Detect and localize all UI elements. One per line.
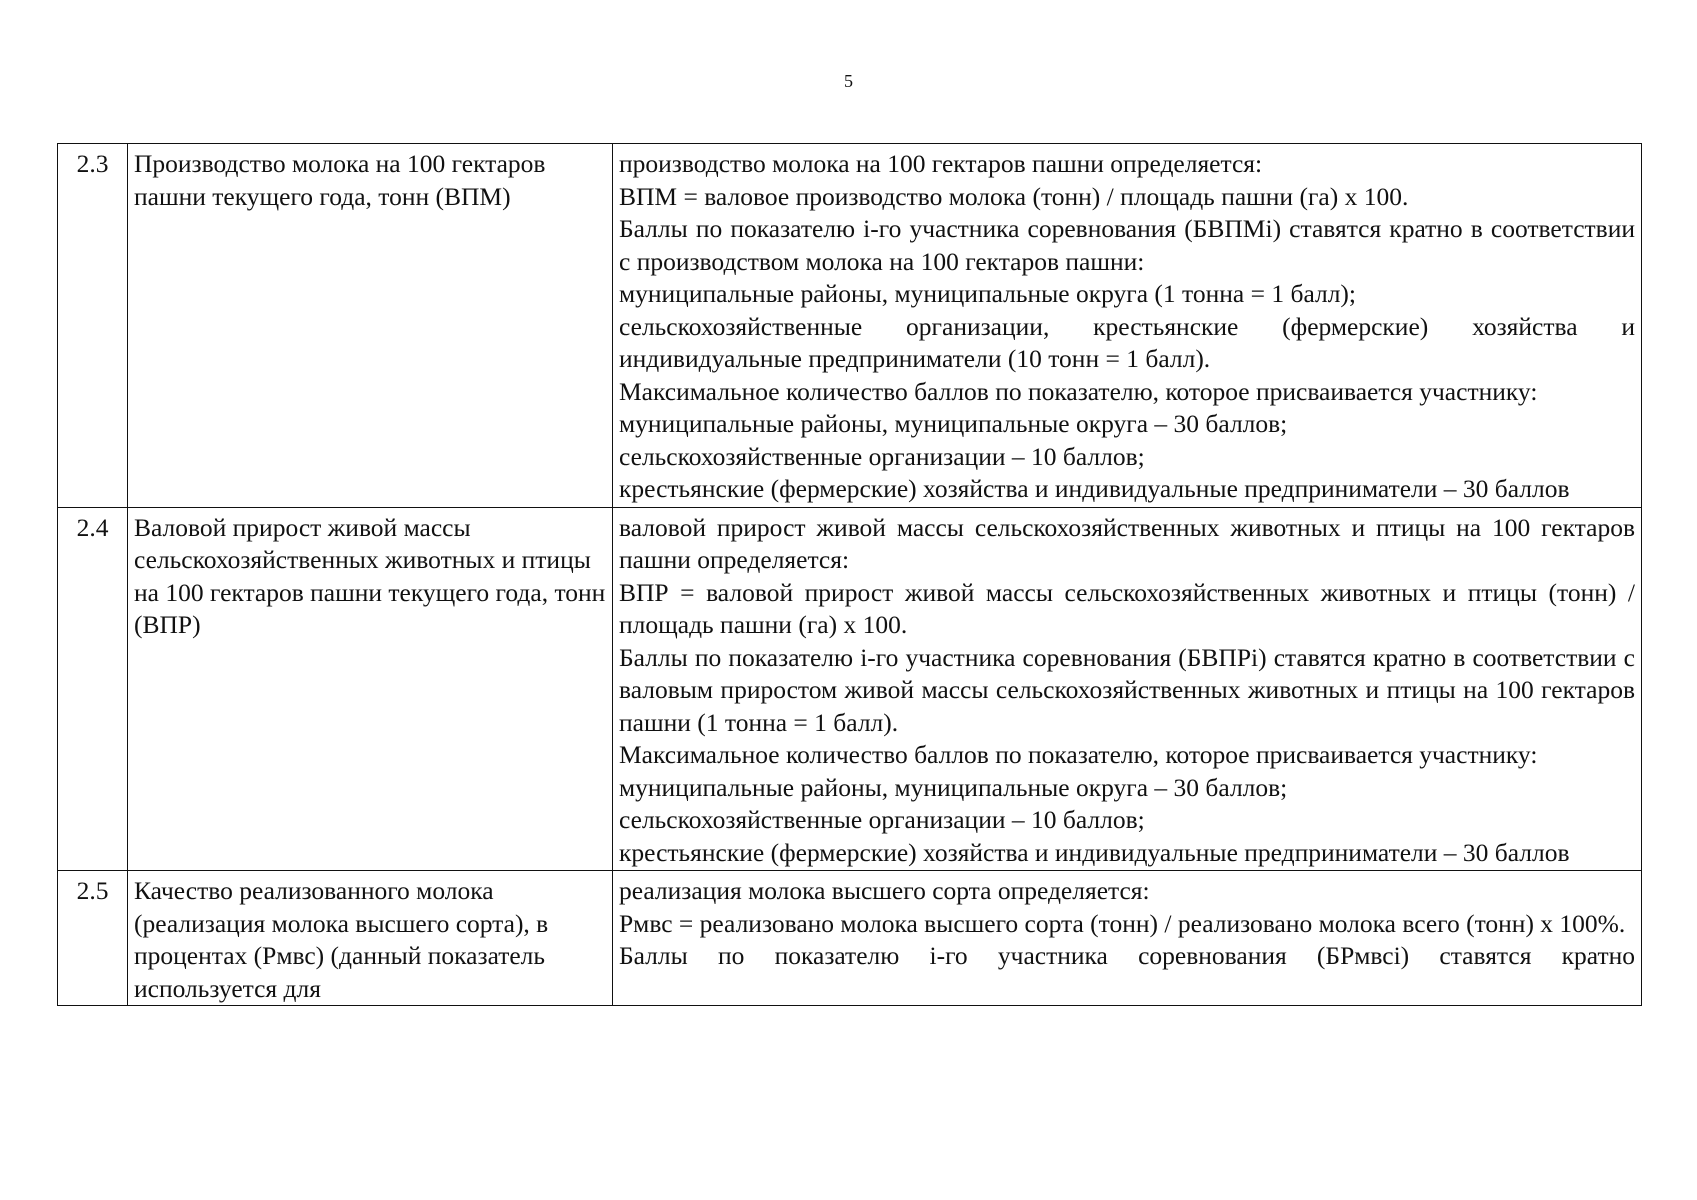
description-paragraph: реализация молока высшего сорта определяется: [619,876,1150,905]
indicator-name [128,507,613,871]
description-paragraph: крестьянские (фермерские) хозяйства и индивидуальные предприниматели – 30 баллов [619,474,1570,503]
description-paragraph: сельскохозяйственные организации – 10 баллов; [619,441,1145,471]
row-number: 2.4 [58,507,128,871]
page-number: 5 [844,71,853,91]
indicator-name [128,871,613,1006]
description-paragraph: ВПМ = валовое производство молока (тонн) / площадь пашни (га) х 100. [619,181,1409,211]
description-paragraph: Максимальное количество баллов по показателю, которое присваивается участнику: [619,740,1538,769]
description-paragraph: сельскохозяйственные организации, крестьянские (фермерские) хозяйства и индивидуальные предприниматели (10 тонн = 1 балл). [619,311,1635,373]
table-row [58,507,1642,871]
indicator-description [613,871,1642,1006]
description-paragraph: муниципальные районы, муниципальные округа (1 тонна = 1 балл); [619,279,1357,308]
indicator-name-text: Производство молока на 100 гектаров пашни текущего года, тонн (ВПМ) [134,149,546,211]
description-paragraph: муниципальные районы, муниципальные округа – 30 баллов; [619,772,1288,802]
row-number: 2.3 [58,144,128,508]
indicator-name [128,144,613,508]
description-paragraph: валовой прирост живой массы сельскохозяйственных животных и птицы на 100 гектаров пашни определяется: [619,512,1635,574]
description-paragraph: Максимальное количество баллов по показателю, которое присваивается участнику: [619,376,1538,406]
description-paragraph: Баллы по показателю i-го участника соревнования (БВПМi) ставятся кратно в соответствии с производством молока на 100 гектаров пашни: [619,214,1635,276]
row-number: 2.5 [58,871,128,1006]
criteria-table [57,143,1642,1006]
indicator-description [613,144,1642,508]
description-paragraph: крестьянские (фермерские) хозяйства и индивидуальные предприниматели – 30 баллов [619,837,1570,867]
indicator-name-text: Валовой прирост живой массы сельскохозяйственных животных и птицы на 100 гектаров пашни текущего года, тонн (ВПР) [134,512,606,639]
table-row [58,871,1642,1006]
indicator-name-text: Качество реализованного молока (реализация молока высшего сорта), в процентах (Рмвс) (данный показатель используется для [134,876,549,1003]
indicator-description [613,507,1642,871]
description-paragraph: ВПР = валовой прирост живой массы сельскохозяйственных животных и птицы (тонн) /площадь пашни (га) х 100. [619,577,1635,639]
description-paragraph: Рмвс = реализовано молока высшего сорта (тонн) / реализовано молока всего (тонн) х 100%. [619,908,1626,938]
table-row [58,144,1642,508]
description-paragraph: сельскохозяйственные организации – 10 баллов; [619,805,1145,834]
description-paragraph: Баллы по показателю i-го участника соревнования (БВПРi) ставятся кратно в соответствии с валовым приростом живой массы сельскохозяйственных животных и птицы на 100 гектаров пашни (1 тонна = 1 балл). [619,642,1635,737]
description-paragraph: муниципальные районы, муниципальные округа – 30 баллов; [619,409,1288,438]
description-paragraph: Баллы по показателю i-го участника соревнования (БРмвсi) ставятся кратно [619,941,1635,970]
description-paragraph: производство молока на 100 гектаров пашни определяется: [619,149,1263,178]
